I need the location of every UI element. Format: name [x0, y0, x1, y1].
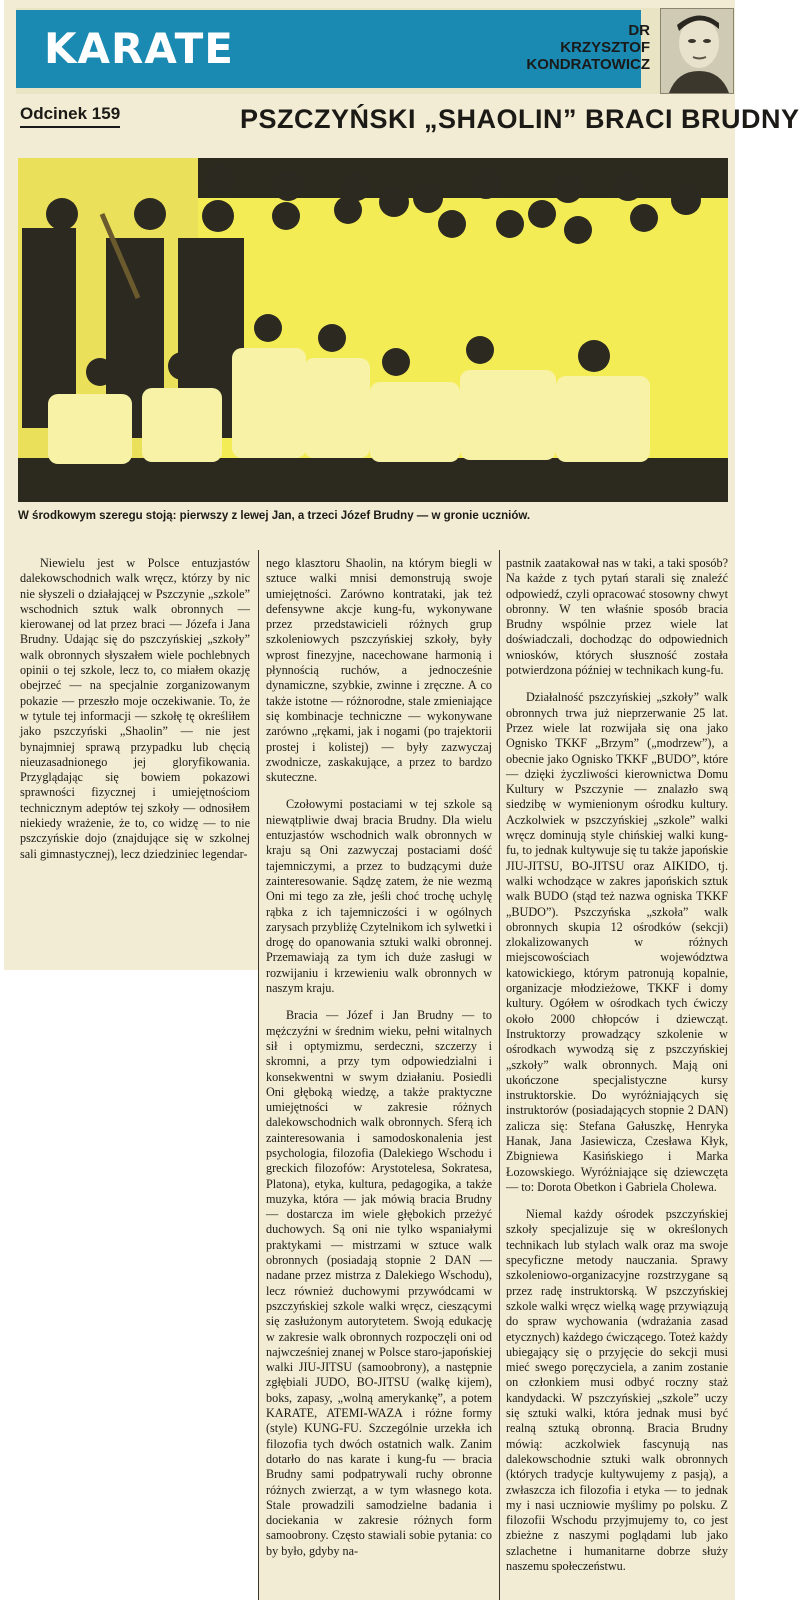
author-byline	[480, 22, 650, 73]
photo-caption: W środkowym szeregu stoją: pierwszy z lewej Jan, a trzeci Józef Brudny — w gronie uczniów.	[18, 510, 531, 522]
author-last-name: KONDRATOWICZ	[526, 56, 650, 73]
clipping-cut-area	[0, 970, 258, 1600]
column-2-paragraph-3: Bracia — Józef i Jan Brudny — to mężczyźni w średnim wieku, pełni witalnych sił i optymizmu, serdeczni, szczerzy i skromni, a przy tym odpowiedzialni i konsekwentni w swym działaniu. Posiedli Oni głęboką wiedzę, a także praktyczne umiejętności w zakresie różnych dalekowschodnich walk obronnych. Sferą ich zainteresowania i samodoskonalenia jest psychologia, filozofia (Dalekiego Wschodu i greckich filozofów: Arystotelesa, Sokratesa, Platona), etyka, kultura, pedagogika, a także muzyka, która — jak mówią bracia Brudny — dostarcza im wiele głębokich przeżyć duchowych. Są oni nie tylko wspaniałymi praktykami — mistrzami w sztuce walk obronnych (posiadają stopnie 2 DAN — nadane przez mistrza z Dalekiego Wschodu), lecz również duchowymi przywódcami w pszczyńskiej szkole walki wręcz, cieszącymi się zasłużonym autorytetem. Swoją edukację w zakresie walk obronnych rozpoczęli oni od najwcześniej znanej w Polsce staro-japońskiej walki JIU-JITSU (samoobrony), a następnie zgłębiali JUDO, BO-JITSU (walkę kijem), boks, zapasy, „wolną amerykankę”, a potem KARATE, ATEMI-WAZA i różne formy (style) KUNG-FU. Szczególnie urzekła ich filozofia tych dwóch ostatnich walk. Zanim dotarło do nas karate i kung-fu — bracia Brudny sami podpatrywali ruchy obronne różnych zwierząt, a w tym własnego kota. Stale prowadzili samodzielne badania i dociekania w zakresie różnych form samoobrony. Często stawiali sobie pytania: co by było, gdyby na-	[266, 1008, 492, 1558]
column-divider-2	[499, 550, 500, 1600]
article-column-2	[266, 556, 492, 1600]
author-title: DR	[628, 22, 650, 39]
column-3-paragraph-1: pastnik zaatakował nas w taki, a taki sposób? Na każde z tych pytań starali się znaleźć odpowiedź, czyli opracować stosowny chwyt obronny. W ten właśnie sposób bracia Brudny wspólnie przez wiele lat doświadczali, dochodząc do odpowiednich wniosków, których słuszność została potwierdzona później w technikach kung-fu.	[506, 556, 728, 678]
column-3-paragraph-2: Działalność pszczyńskiej „szkoły” walk obronnych trwa już nieprzerwanie 25 lat. Przez wiele lat rozwijała się ona jako Ognisko TKKF „Brzym” („modrzew”), a obecnie jako Ognisko TKKF „BUDO”, które — dzięki życzliwości kierownictwa Domu Kultury w Pszczynie — znalazło swą siedzibę w wymienionym ośrodku kultury. Aczkolwiek w pszczyńskiej „szkole” walki wręcz dominują style chińskiej walki kung-fu, to jednak kultywuje się tu także japońskie JIU-JITSU, BO-JITSU oraz AIKIDO, tj. walki wchodzące w zakres japońskich sztuk walk BUDO (stąd też nazwa ogniska TKKF „BUDO”). Pszczyńska „szkoła” walk obronnych skupia 12 ośrodków (sekcji) zlokalizowanych w różnych miejscowościach województwa katowickiego, którym patronują kopalnie, organizacje młodzieżowe, TKKF i domy kultury. Ogółem w ośrodkach tych ćwiczy około 2000 chłopców i dziewcząt. Instruktorzy prowadzący szkolenie w ośrodkach wywodzą się z pszczyńskiej „szkoły” walk obronnych. Mają oni ukończone specjalistyczne kursy instruktorskie. Do wyróżniających się instruktorów (posiadających stopnie 2 DAN) zalicza się: Stefana Gałuszkę, Henryka Hanak, Jana Jasiewicza, Czesława Kłyk, Zbigniewa Kasińskiego i Marka Łozowskiego. Wyróżniające się dziewczęta — to: Dorota Obetkon i Gabriela Cholewa.	[506, 690, 728, 1194]
column-2-paragraph-2: Czołowymi postaciami w tej szkole są niewątpliwie dwaj bracia Brudny. Dla wielu entuzjastów wschodnich walk obronnych w kraju są Oni zazwyczaj postaciami dość tajemniczymi, a przez to budzącymi duże zainteresowanie. Sądzę zatem, że nie wezmą Oni mi tego za złe, jeśli choć trochę uchylę rąbka z ich tajemniczości i w ogólnych zarysach przybliżę Czytelnikom ich sylwetki i drogę do opanowania sztuki walki obronnej. Przemawiają za tym ich duże zasługi w rozwijaniu i krzewieniu walk obronnych w naszym kraju.	[266, 797, 492, 996]
column-divider-1	[258, 550, 259, 1600]
photo-figures	[18, 158, 728, 502]
author-portrait	[660, 8, 734, 94]
article-headline: PSZCZYŃSKI „SHAOLIN” BRACI BRUDNY	[240, 104, 800, 134]
column-3-paragraph-3: Niemal każdy ośrodek pszczyńskiej szkoły specjalizuje się w określonych technikach lub stylach walk oraz ma swoje specyficzne metody nauczania. Sprawy szkoleniowo-organizacyjne rozstrzygane są przez radę instruktorską. W pszczyńskiej szkole walki wręcz wielką wagę przywiązują do spraw wychowania (wdrażania zasad etycznych) każdego ćwiczącego. Toteż każdy ubiegający się o przyjęcie do sekcji musi mieć swego poręczyciela, a zanim zostanie on członkiem musi odbyć roczny staż kandydacki. W pszczyńskiej „szkole” uczy się sztuki walki, która jednak musi być realną sztuką obronną. Bracia Brudny mówią: aczkolwiek fascynują nas dalekowschodnie sztuki walk obronnych (których tradycje kultywujemy z pasją), a zwłaszcza ich filozofia i etyka — to jednak my i nasi uczniowie myślimy po polsku. Z filozofii Wschodu przyjmujemy to, co jest zbieżne z naszymi poglądami lub jako szlachetne i humanitarne dobrze służy naszemu społeczeństwu.	[506, 1207, 728, 1573]
logo-text: KARATE	[44, 24, 234, 73]
article-column-1	[20, 556, 250, 956]
column-1-paragraph: Niewielu jest w Polsce entuzjastów dalekowschodnich walk wręcz, którzy by nic nie słyszeli o działającej w Pszczynie „szkole” wschodnich sztuk walk obronnych — kierowanej od lat przez braci — Józefa i Jana Brudny. Udając się do pszczyńskiej „szkoły” walk obronnych słyszałem wiele pochlebnych opinii o tej szkole, lecz to, co miałem okazję obejrzeć — na specjalnie zorganizowanym pokazie — przeszło moje oczekiwanie. To, że w tytule tej informacji — szkołę tę określiłem jako pszczyński „Shaolin” — nie jest bynajmniej sprawą przypadku lub chęcią nieuzasadnionego jej gloryfikowania. Przyglądając się bowiem pokazowi sprawności fizycznej i umiejętnościom technicznym adeptów tej szkoły — odnosiłem niekiedy wrażenie, że to, co widzę — to nie pszczyńskie dojo (znajdujące się w szkolnej sali gimnastycznej), lecz dziedziniec legendar-	[20, 556, 250, 861]
article-column-3	[506, 556, 728, 1600]
episode-number: Odcinek 159	[20, 104, 120, 128]
author-first-name: KRZYSZTOF	[560, 39, 650, 56]
portrait-figure	[661, 9, 733, 93]
column-2-paragraph-1: nego klasztoru Shaolin, na którym biegli w sztuce walki mnisi demonstrują swoje umiejętności. Zarówno kontrataki, jak też defensywne akcje kung-fu, wykonywane przez przedstawicieli różnych grup szkoleniowych pszczyńskiej szkoły, były wprost finezyjne, nacechowane harmonią i płynnością ruchów, a jednocześnie dynamiczne, szybkie, zwinne i zręczne. A co także istotne — różnorodne, stale zmieniające się kombinacje techniczne — wykonywane zarówno „rękami, jak i nogami (po trajektorii prostej i kolistej) — były zazwyczaj zwodnicze, zaskakujące, a przez to bardzo skuteczne.	[266, 556, 492, 785]
group-photo	[18, 158, 728, 502]
